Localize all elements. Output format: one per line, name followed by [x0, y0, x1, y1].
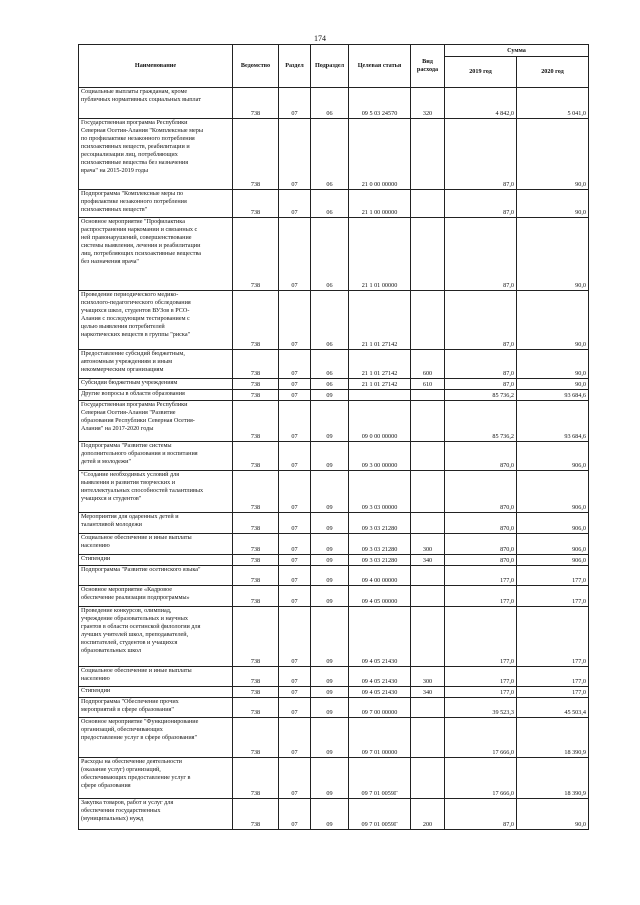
row-ministry: 738: [233, 799, 279, 830]
table-row: [79, 586, 589, 607]
row-target-article: 09 5 03 24570: [349, 88, 411, 119]
row-subsection: 06: [311, 379, 349, 390]
row-name: Стипендии: [79, 687, 233, 698]
row-section: 07: [279, 555, 311, 566]
row-name: Субсидии бюджетным учреждениям: [79, 379, 233, 390]
row-expense-type: [411, 758, 445, 799]
table-row: [79, 566, 589, 586]
row-name: Подпрограмма "Обеспечение прочих мероприятий в сфере образования": [79, 698, 233, 718]
row-target-article: 09 0 00 00000: [349, 401, 411, 442]
row-expense-type: 300: [411, 534, 445, 555]
row-ministry: 738: [233, 758, 279, 799]
row-expense-type: 200: [411, 799, 445, 830]
row-subsection: 06: [311, 119, 349, 190]
row-section: 07: [279, 607, 311, 667]
row-ministry: 738: [233, 401, 279, 442]
row-name: Социальное обеспечение и иные выплаты населению: [79, 667, 233, 687]
table-row: [79, 401, 589, 442]
row-amount-2020: 18 390,9: [517, 718, 589, 758]
row-ministry: 738: [233, 513, 279, 534]
row-amount-2020: 177,0: [517, 607, 589, 667]
row-section: 07: [279, 687, 311, 698]
row-ministry: 738: [233, 119, 279, 190]
row-ministry: 738: [233, 218, 279, 291]
row-amount-2019: 17 666,0: [445, 758, 517, 799]
row-subsection: 09: [311, 586, 349, 607]
row-amount-2020: 93 684,6: [517, 401, 589, 442]
row-section: 07: [279, 119, 311, 190]
row-name: Стипендии: [79, 555, 233, 566]
row-ministry: 738: [233, 698, 279, 718]
row-expense-type: [411, 442, 445, 471]
row-section: 07: [279, 350, 311, 379]
row-subsection: 09: [311, 513, 349, 534]
row-amount-2019: 870,0: [445, 555, 517, 566]
header-target-article: Целевая статья: [349, 45, 411, 88]
row-name: Государственная программа Республики Северная Осетия-Алания "Комплексные меры по профилактике незаконного потребления психоактивных веществ, реабилитации и ресоциализации лиц, потребляющих психоактивные вещества без назначения врача" на 2015-2019 годы: [79, 119, 233, 190]
row-target-article: 21 0 00 00000: [349, 119, 411, 190]
table-header: [79, 45, 589, 88]
table-row: [79, 291, 589, 350]
row-expense-type: 610: [411, 379, 445, 390]
row-ministry: 738: [233, 555, 279, 566]
row-amount-2020: 906,0: [517, 534, 589, 555]
row-subsection: 09: [311, 471, 349, 513]
row-target-article: 21 1 01 00000: [349, 218, 411, 291]
row-ministry: 738: [233, 291, 279, 350]
row-amount-2019: 177,0: [445, 607, 517, 667]
row-amount-2019: 177,0: [445, 687, 517, 698]
row-expense-type: 300: [411, 667, 445, 687]
row-amount-2020: 90,0: [517, 218, 589, 291]
row-ministry: 738: [233, 566, 279, 586]
row-amount-2020: 177,0: [517, 566, 589, 586]
table-row: [79, 607, 589, 667]
row-target-article: 09 3 03 21280: [349, 555, 411, 566]
row-amount-2020: 906,0: [517, 471, 589, 513]
row-target-article: 09 3 03 21280: [349, 534, 411, 555]
row-ministry: 738: [233, 88, 279, 119]
row-expense-type: [411, 586, 445, 607]
row-subsection: 09: [311, 442, 349, 471]
row-subsection: 06: [311, 350, 349, 379]
header-subsection: Подраздел: [311, 45, 349, 88]
row-name: Мероприятия для одаренных детей и талантливой молодежи: [79, 513, 233, 534]
row-name: Другие вопросы в области образования: [79, 390, 233, 401]
row-amount-2019: 870,0: [445, 534, 517, 555]
table-row: [79, 555, 589, 566]
header-expense-type: Вид расхода: [411, 45, 445, 88]
row-amount-2020: 90,0: [517, 291, 589, 350]
page-number: 174: [314, 34, 326, 43]
row-amount-2019: 87,0: [445, 379, 517, 390]
row-ministry: 738: [233, 586, 279, 607]
row-amount-2020: 906,0: [517, 513, 589, 534]
row-subsection: 06: [311, 190, 349, 218]
row-section: 07: [279, 88, 311, 119]
table-row: [79, 758, 589, 799]
row-amount-2020: 93 684,6: [517, 390, 589, 401]
row-name: Социальные выплаты гражданам, кроме публичных нормативных социальных выплат: [79, 88, 233, 119]
row-amount-2020: 5 041,0: [517, 88, 589, 119]
row-amount-2020: 906,0: [517, 442, 589, 471]
header-year-2019: 2019 год: [445, 57, 517, 88]
row-amount-2019: 87,0: [445, 291, 517, 350]
row-amount-2019: 870,0: [445, 513, 517, 534]
row-amount-2019: 177,0: [445, 566, 517, 586]
row-target-article: 09 4 05 21430: [349, 667, 411, 687]
table-row: [79, 534, 589, 555]
table-row: [79, 390, 589, 401]
row-expense-type: [411, 390, 445, 401]
row-subsection: 06: [311, 291, 349, 350]
row-amount-2020: 90,0: [517, 799, 589, 830]
row-expense-type: [411, 566, 445, 586]
row-amount-2019: 87,0: [445, 190, 517, 218]
table-row: [79, 667, 589, 687]
row-subsection: 09: [311, 667, 349, 687]
row-target-article: 09 7 01 00000: [349, 718, 411, 758]
row-expense-type: [411, 119, 445, 190]
row-amount-2020: 90,0: [517, 190, 589, 218]
row-subsection: 09: [311, 718, 349, 758]
row-section: 07: [279, 758, 311, 799]
row-subsection: 06: [311, 218, 349, 291]
row-amount-2020: 177,0: [517, 687, 589, 698]
row-subsection: 09: [311, 607, 349, 667]
row-name: Закупка товаров, работ и услуг для обеспечения государственных (муниципальных) нужд: [79, 799, 233, 830]
row-target-article: 21 1 00 00000: [349, 190, 411, 218]
row-target-article: 09 4 00 00000: [349, 566, 411, 586]
row-expense-type: 600: [411, 350, 445, 379]
row-name: Предоставление субсидий бюджетным, автономным учреждениям и иным некоммерческим организациям: [79, 350, 233, 379]
table-row: [79, 88, 589, 119]
row-amount-2020: 18 390,9: [517, 758, 589, 799]
table-row: [79, 442, 589, 471]
row-section: 07: [279, 379, 311, 390]
row-expense-type: [411, 513, 445, 534]
row-section: 07: [279, 586, 311, 607]
row-ministry: 738: [233, 190, 279, 218]
row-ministry: 738: [233, 390, 279, 401]
row-section: 07: [279, 401, 311, 442]
row-ministry: 738: [233, 687, 279, 698]
row-section: 07: [279, 513, 311, 534]
table-row: [79, 698, 589, 718]
row-ministry: 738: [233, 718, 279, 758]
row-ministry: 738: [233, 471, 279, 513]
row-amount-2019: 4 842,0: [445, 88, 517, 119]
row-amount-2019: 39 523,3: [445, 698, 517, 718]
table-body: [79, 88, 589, 830]
row-name: Основное мероприятие "Функционирование организаций, обеспечивающих предоставление услуг в сфере образования": [79, 718, 233, 758]
row-section: 07: [279, 534, 311, 555]
header-amount: Сумма: [445, 45, 589, 57]
row-amount-2019: 177,0: [445, 667, 517, 687]
row-amount-2020: 90,0: [517, 350, 589, 379]
row-subsection: 06: [311, 88, 349, 119]
row-target-article: [349, 390, 411, 401]
row-amount-2019: 87,0: [445, 350, 517, 379]
header-section: Раздел: [279, 45, 311, 88]
row-name: Расходы на обеспечение деятельности (оказание услуг) организаций, обеспечивающих предоставление услуг в сфере образования: [79, 758, 233, 799]
row-subsection: 09: [311, 799, 349, 830]
budget-table: [78, 44, 589, 830]
row-ministry: 738: [233, 607, 279, 667]
row-ministry: 738: [233, 534, 279, 555]
row-subsection: 09: [311, 698, 349, 718]
row-target-article: 09 4 05 21430: [349, 607, 411, 667]
row-subsection: 09: [311, 758, 349, 799]
row-target-article: 09 3 03 21280: [349, 513, 411, 534]
row-amount-2019: 870,0: [445, 442, 517, 471]
row-name: Основное мероприятие «Кадровое обеспечение реализации подпрограммы»: [79, 586, 233, 607]
row-name: Подпрограмма "Развитие системы дополнительного образования и воспитания детей и молодежи": [79, 442, 233, 471]
row-expense-type: 340: [411, 555, 445, 566]
table-row: [79, 350, 589, 379]
row-amount-2020: 177,0: [517, 667, 589, 687]
row-amount-2019: 87,0: [445, 218, 517, 291]
table-row: [79, 379, 589, 390]
row-expense-type: [411, 190, 445, 218]
row-subsection: 09: [311, 555, 349, 566]
row-expense-type: [411, 718, 445, 758]
row-ministry: 738: [233, 667, 279, 687]
table-row: [79, 513, 589, 534]
row-expense-type: [411, 607, 445, 667]
row-amount-2019: 85 736,2: [445, 401, 517, 442]
row-section: 07: [279, 190, 311, 218]
row-section: 07: [279, 471, 311, 513]
row-name: Проведение конкурсов, олимпиад, учреждение образовательных и научных грантов в области осетинской филологии для лучших учителей школ, преподавателей, воспитателей, студентов и учащихся образовательных школ: [79, 607, 233, 667]
row-ministry: 738: [233, 442, 279, 471]
row-target-article: 09 7 00 00000: [349, 698, 411, 718]
row-target-article: 09 3 00 00000: [349, 442, 411, 471]
row-target-article: 09 4 05 21430: [349, 687, 411, 698]
row-subsection: 09: [311, 687, 349, 698]
row-expense-type: 320: [411, 88, 445, 119]
row-expense-type: [411, 471, 445, 513]
row-expense-type: [411, 401, 445, 442]
row-amount-2019: 87,0: [445, 119, 517, 190]
row-amount-2020: 90,0: [517, 379, 589, 390]
header-ministry: Ведомство: [233, 45, 279, 88]
row-amount-2019: 85 736,2: [445, 390, 517, 401]
row-name: "Создание необходимых условий для выявления и развития творческих и интеллектуальных способностей талантливых учащихся и студентов": [79, 471, 233, 513]
row-name: Государственная программа Республики Северная Осетия-Алания "Развитие образования Республики Северная Осетия- Алания" на 2017-2020 годы: [79, 401, 233, 442]
row-target-article: 09 7 01 0059Г: [349, 799, 411, 830]
row-ministry: 738: [233, 350, 279, 379]
row-section: 07: [279, 390, 311, 401]
row-section: 07: [279, 442, 311, 471]
row-subsection: 09: [311, 390, 349, 401]
row-section: 07: [279, 218, 311, 291]
row-section: 07: [279, 291, 311, 350]
header-year-2020: 2020 год: [517, 57, 589, 88]
row-target-article: 21 1 01 27142: [349, 291, 411, 350]
row-name: Проведение периодического медико- психолого-педагогического обследования учащихся школ, студентов ВУЗов в РСО- Алания с последующим тестированием с целью выявления потребителей наркотических веществ в группы "риска": [79, 291, 233, 350]
row-section: 07: [279, 718, 311, 758]
row-target-article: 09 3 03 00000: [349, 471, 411, 513]
table-row: [79, 687, 589, 698]
row-amount-2020: 90,0: [517, 119, 589, 190]
row-section: 07: [279, 667, 311, 687]
table-row: [79, 218, 589, 291]
row-target-article: 21 1 01 27142: [349, 350, 411, 379]
row-expense-type: 340: [411, 687, 445, 698]
row-expense-type: [411, 698, 445, 718]
row-name: Социальное обеспечение и иные выплаты населению: [79, 534, 233, 555]
row-amount-2019: 177,0: [445, 586, 517, 607]
row-subsection: 09: [311, 401, 349, 442]
row-target-article: 09 7 01 0059Г: [349, 758, 411, 799]
row-ministry: 738: [233, 379, 279, 390]
header-name: Наименование: [79, 45, 233, 88]
row-name: Подпрограмма "Развитие осетинского языка": [79, 566, 233, 586]
row-expense-type: [411, 291, 445, 350]
row-section: 07: [279, 698, 311, 718]
table-row: [79, 119, 589, 190]
table-row: [79, 190, 589, 218]
row-amount-2019: 870,0: [445, 471, 517, 513]
row-section: 07: [279, 566, 311, 586]
row-subsection: 09: [311, 566, 349, 586]
row-target-article: 09 4 05 00000: [349, 586, 411, 607]
table-row: [79, 718, 589, 758]
row-amount-2019: 87,0: [445, 799, 517, 830]
table-row: [79, 471, 589, 513]
table-row: [79, 799, 589, 830]
row-target-article: 21 1 01 27142: [349, 379, 411, 390]
row-name: Подпрограмма "Комплексные меры по профилактике незаконного потребления психоактивных веществ": [79, 190, 233, 218]
row-amount-2020: 177,0: [517, 586, 589, 607]
row-amount-2020: 906,0: [517, 555, 589, 566]
row-expense-type: [411, 218, 445, 291]
row-amount-2020: 45 503,4: [517, 698, 589, 718]
row-name: Основное мероприятие "Профилактика распространения наркомании и связанных с ней правонарушений, совершенствование системы выявления, лечения и реабилитации лиц, потребляющих психоактивные вещества без назначения врача": [79, 218, 233, 291]
row-subsection: 09: [311, 534, 349, 555]
row-amount-2019: 17 666,0: [445, 718, 517, 758]
row-section: 07: [279, 799, 311, 830]
